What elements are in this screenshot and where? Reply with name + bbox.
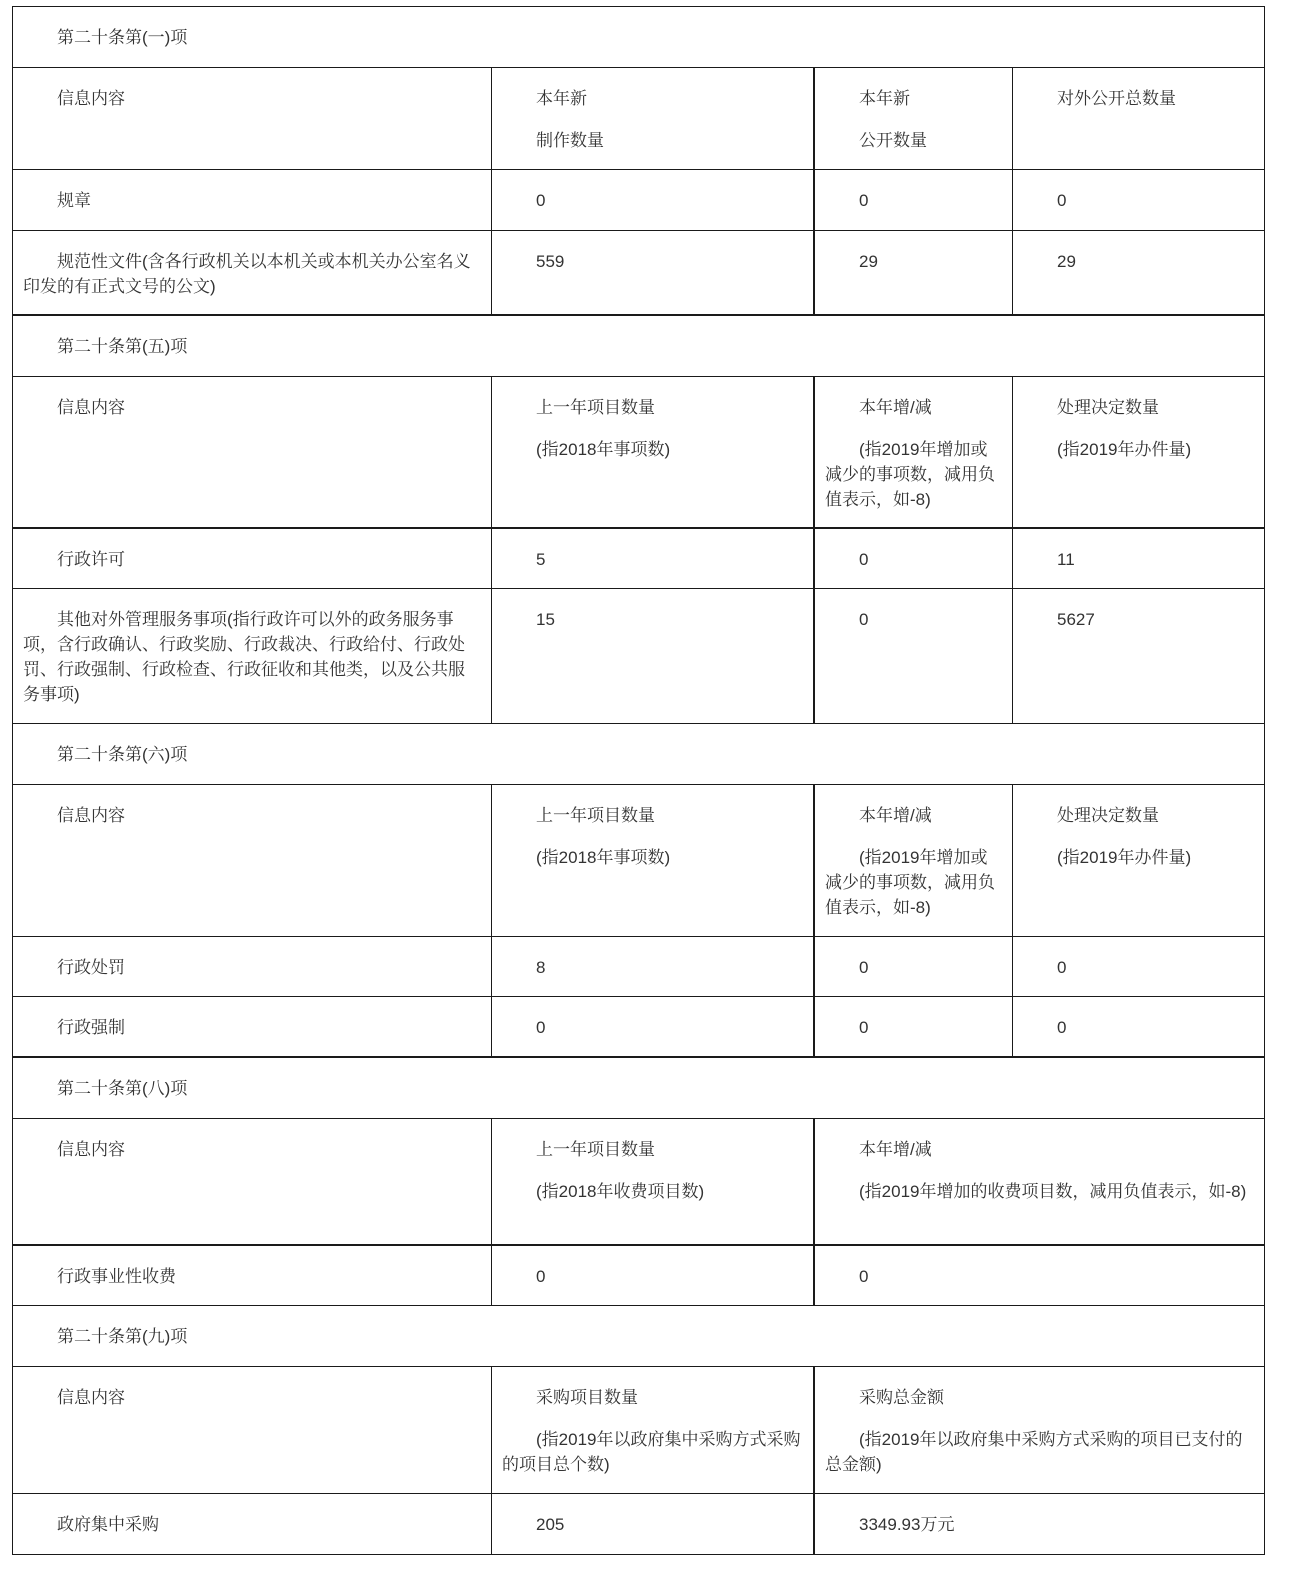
section-title-cell bbox=[13, 7, 1264, 67]
header-row bbox=[13, 377, 1264, 529]
value-cell bbox=[815, 997, 1013, 1056]
row-label-cell bbox=[13, 529, 492, 588]
section-title: 第二十条第(八)项 bbox=[57, 1079, 188, 1098]
row-label: 行政处罚 bbox=[57, 958, 125, 977]
column-heading: 上一年项目数量 bbox=[536, 1140, 655, 1159]
cell-value: 0 bbox=[1057, 1018, 1067, 1037]
value-cell bbox=[1013, 937, 1264, 996]
row-label-cell bbox=[13, 1494, 492, 1554]
cell-value: 15 bbox=[536, 610, 555, 629]
value-cell bbox=[492, 589, 815, 723]
cell-value: 5 bbox=[536, 550, 546, 569]
value-cell bbox=[1013, 231, 1264, 314]
value-cell bbox=[1013, 589, 1264, 723]
value-cell bbox=[492, 170, 815, 230]
cell-value: 11 bbox=[1057, 550, 1075, 569]
header-label: 信息内容 bbox=[57, 398, 125, 417]
row-label: 行政许可 bbox=[57, 550, 125, 569]
row-label-cell bbox=[13, 170, 492, 230]
section-title-cell bbox=[13, 1058, 1264, 1118]
value-cell bbox=[492, 1246, 815, 1305]
column-note: (指2019年办件量) bbox=[1057, 440, 1192, 459]
column-heading: 本年增/减 bbox=[859, 806, 932, 825]
data-row bbox=[13, 589, 1264, 724]
row-label: 行政强制 bbox=[57, 1018, 125, 1037]
column-heading-cell bbox=[492, 1367, 815, 1493]
data-row bbox=[13, 997, 1264, 1058]
column-heading: 处理决定数量 bbox=[1057, 398, 1159, 417]
header-label-cell bbox=[13, 1119, 492, 1244]
column-heading-cell bbox=[815, 68, 1013, 169]
row-label: 行政事业性收费 bbox=[57, 1267, 176, 1286]
header-label-cell bbox=[13, 377, 492, 527]
value-cell bbox=[815, 1494, 1264, 1554]
value-cell bbox=[815, 170, 1013, 230]
value-cell bbox=[1013, 170, 1264, 230]
data-row bbox=[13, 231, 1264, 316]
column-heading: 处理决定数量 bbox=[1057, 806, 1159, 825]
column-heading: 公开数量 bbox=[859, 131, 927, 150]
column-heading: 上一年项目数量 bbox=[536, 806, 655, 825]
data-row bbox=[13, 1246, 1264, 1306]
cell-value: 0 bbox=[536, 1267, 546, 1286]
column-heading: 采购总金额 bbox=[859, 1388, 944, 1407]
header-label: 信息内容 bbox=[57, 806, 125, 825]
row-label: 规范性文件(含各行政机关以本机关或本机关办公室名义印发的有正式文号的公文) bbox=[23, 252, 471, 296]
row-label: 其他对外管理服务事项(指行政许可以外的政务服务事项，含行政确认、行政奖励、行政裁决、行政给付、行政处罚、行政强制、行政检查、行政征收和其他类，以及公共服务事项) bbox=[23, 610, 465, 704]
cell-value: 8 bbox=[536, 958, 546, 977]
column-heading-cell bbox=[1013, 68, 1264, 169]
section-title-cell bbox=[13, 724, 1264, 784]
cell-value: 0 bbox=[536, 191, 546, 210]
column-heading: 本年新 bbox=[859, 89, 910, 108]
header-label: 信息内容 bbox=[57, 89, 125, 108]
column-note: (指2019年增加或减少的事项数，减用负值表示，如-8) bbox=[825, 440, 995, 509]
row-label: 规章 bbox=[57, 191, 91, 210]
cell-value: 0 bbox=[536, 1018, 546, 1037]
cell-value: 29 bbox=[1057, 252, 1076, 271]
section-title-row bbox=[13, 7, 1264, 68]
row-label-cell bbox=[13, 589, 492, 723]
column-heading: 上一年项目数量 bbox=[536, 398, 655, 417]
header-label: 信息内容 bbox=[57, 1140, 125, 1159]
column-heading: 本年增/减 bbox=[859, 398, 932, 417]
section-title: 第二十条第(九)项 bbox=[57, 1327, 188, 1346]
section-title: 第二十条第(六)项 bbox=[57, 745, 188, 764]
cell-value: 3349.93万元 bbox=[859, 1515, 955, 1534]
column-heading-cell bbox=[1013, 377, 1264, 527]
value-cell bbox=[1013, 997, 1264, 1056]
value-cell bbox=[1013, 529, 1264, 588]
section-title: 第二十条第(一)项 bbox=[57, 28, 188, 47]
column-heading-cell bbox=[492, 377, 815, 527]
cell-value: 559 bbox=[536, 252, 565, 271]
data-row bbox=[13, 170, 1264, 231]
header-row bbox=[13, 785, 1264, 937]
cell-value: 0 bbox=[859, 1018, 869, 1037]
value-cell bbox=[492, 1494, 815, 1554]
header-label-cell bbox=[13, 785, 492, 936]
header-label-cell bbox=[13, 68, 492, 169]
value-cell bbox=[815, 529, 1013, 588]
disclosure-table bbox=[12, 6, 1265, 1555]
value-cell bbox=[815, 1246, 1264, 1305]
row-label-cell bbox=[13, 1246, 492, 1305]
column-heading: 本年新 bbox=[536, 89, 587, 108]
header-row bbox=[13, 1119, 1264, 1246]
row-label-cell bbox=[13, 937, 492, 996]
column-heading: 制作数量 bbox=[536, 131, 604, 150]
column-heading: 本年增/减 bbox=[859, 1140, 932, 1159]
section-title-row bbox=[13, 724, 1264, 785]
value-cell bbox=[492, 997, 815, 1056]
header-label-cell bbox=[13, 1367, 492, 1493]
cell-value: 0 bbox=[1057, 958, 1067, 977]
cell-value: 0 bbox=[859, 610, 869, 629]
column-heading: 采购项目数量 bbox=[536, 1388, 638, 1407]
column-heading-cell bbox=[815, 377, 1013, 527]
column-heading-cell bbox=[492, 68, 815, 169]
value-cell bbox=[815, 937, 1013, 996]
row-label-cell bbox=[13, 231, 492, 314]
column-heading-cell bbox=[815, 785, 1013, 936]
header-label: 信息内容 bbox=[57, 1388, 125, 1407]
column-heading: 对外公开总数量 bbox=[1057, 89, 1176, 108]
cell-value: 0 bbox=[859, 550, 869, 569]
section-title: 第二十条第(五)项 bbox=[57, 337, 188, 356]
column-note: (指2018年事项数) bbox=[536, 848, 671, 867]
cell-value: 0 bbox=[859, 958, 869, 977]
data-row bbox=[13, 937, 1264, 997]
header-row bbox=[13, 1367, 1264, 1494]
cell-value: 0 bbox=[859, 191, 869, 210]
column-note: (指2019年增加或减少的事项数，减用负值表示，如-8) bbox=[825, 848, 995, 917]
column-heading-cell bbox=[815, 1119, 1264, 1244]
value-cell bbox=[492, 231, 815, 314]
column-note: (指2018年收费项目数) bbox=[536, 1182, 705, 1201]
section-title-row bbox=[13, 1306, 1264, 1367]
section-title-cell bbox=[13, 1306, 1264, 1366]
column-note: (指2019年增加的收费项目数，减用负值表示，如-8) bbox=[859, 1182, 1247, 1201]
value-cell bbox=[815, 589, 1013, 723]
column-note: (指2019年以政府集中采购方式采购的项目已支付的总金额) bbox=[825, 1430, 1243, 1474]
value-cell bbox=[815, 231, 1013, 314]
data-row bbox=[13, 529, 1264, 589]
row-label-cell bbox=[13, 997, 492, 1056]
section-title-row bbox=[13, 316, 1264, 377]
column-note: (指2019年以政府集中采购方式采购的项目总个数) bbox=[502, 1430, 801, 1474]
column-heading-cell bbox=[815, 1367, 1264, 1493]
row-label: 政府集中采购 bbox=[57, 1515, 159, 1534]
value-cell bbox=[492, 937, 815, 996]
column-heading-cell bbox=[492, 785, 815, 936]
cell-value: 5627 bbox=[1057, 610, 1095, 629]
cell-value: 0 bbox=[859, 1267, 869, 1286]
section-title-cell bbox=[13, 316, 1264, 376]
data-row bbox=[13, 1494, 1264, 1555]
cell-value: 205 bbox=[536, 1515, 565, 1534]
column-heading-cell bbox=[1013, 785, 1264, 936]
cell-value: 0 bbox=[1057, 191, 1067, 210]
header-row bbox=[13, 68, 1264, 170]
value-cell bbox=[492, 529, 815, 588]
column-note: (指2018年事项数) bbox=[536, 440, 671, 459]
column-heading-cell bbox=[492, 1119, 815, 1244]
section-title-row bbox=[13, 1058, 1264, 1119]
cell-value: 29 bbox=[859, 252, 878, 271]
column-note: (指2019年办件量) bbox=[1057, 848, 1192, 867]
